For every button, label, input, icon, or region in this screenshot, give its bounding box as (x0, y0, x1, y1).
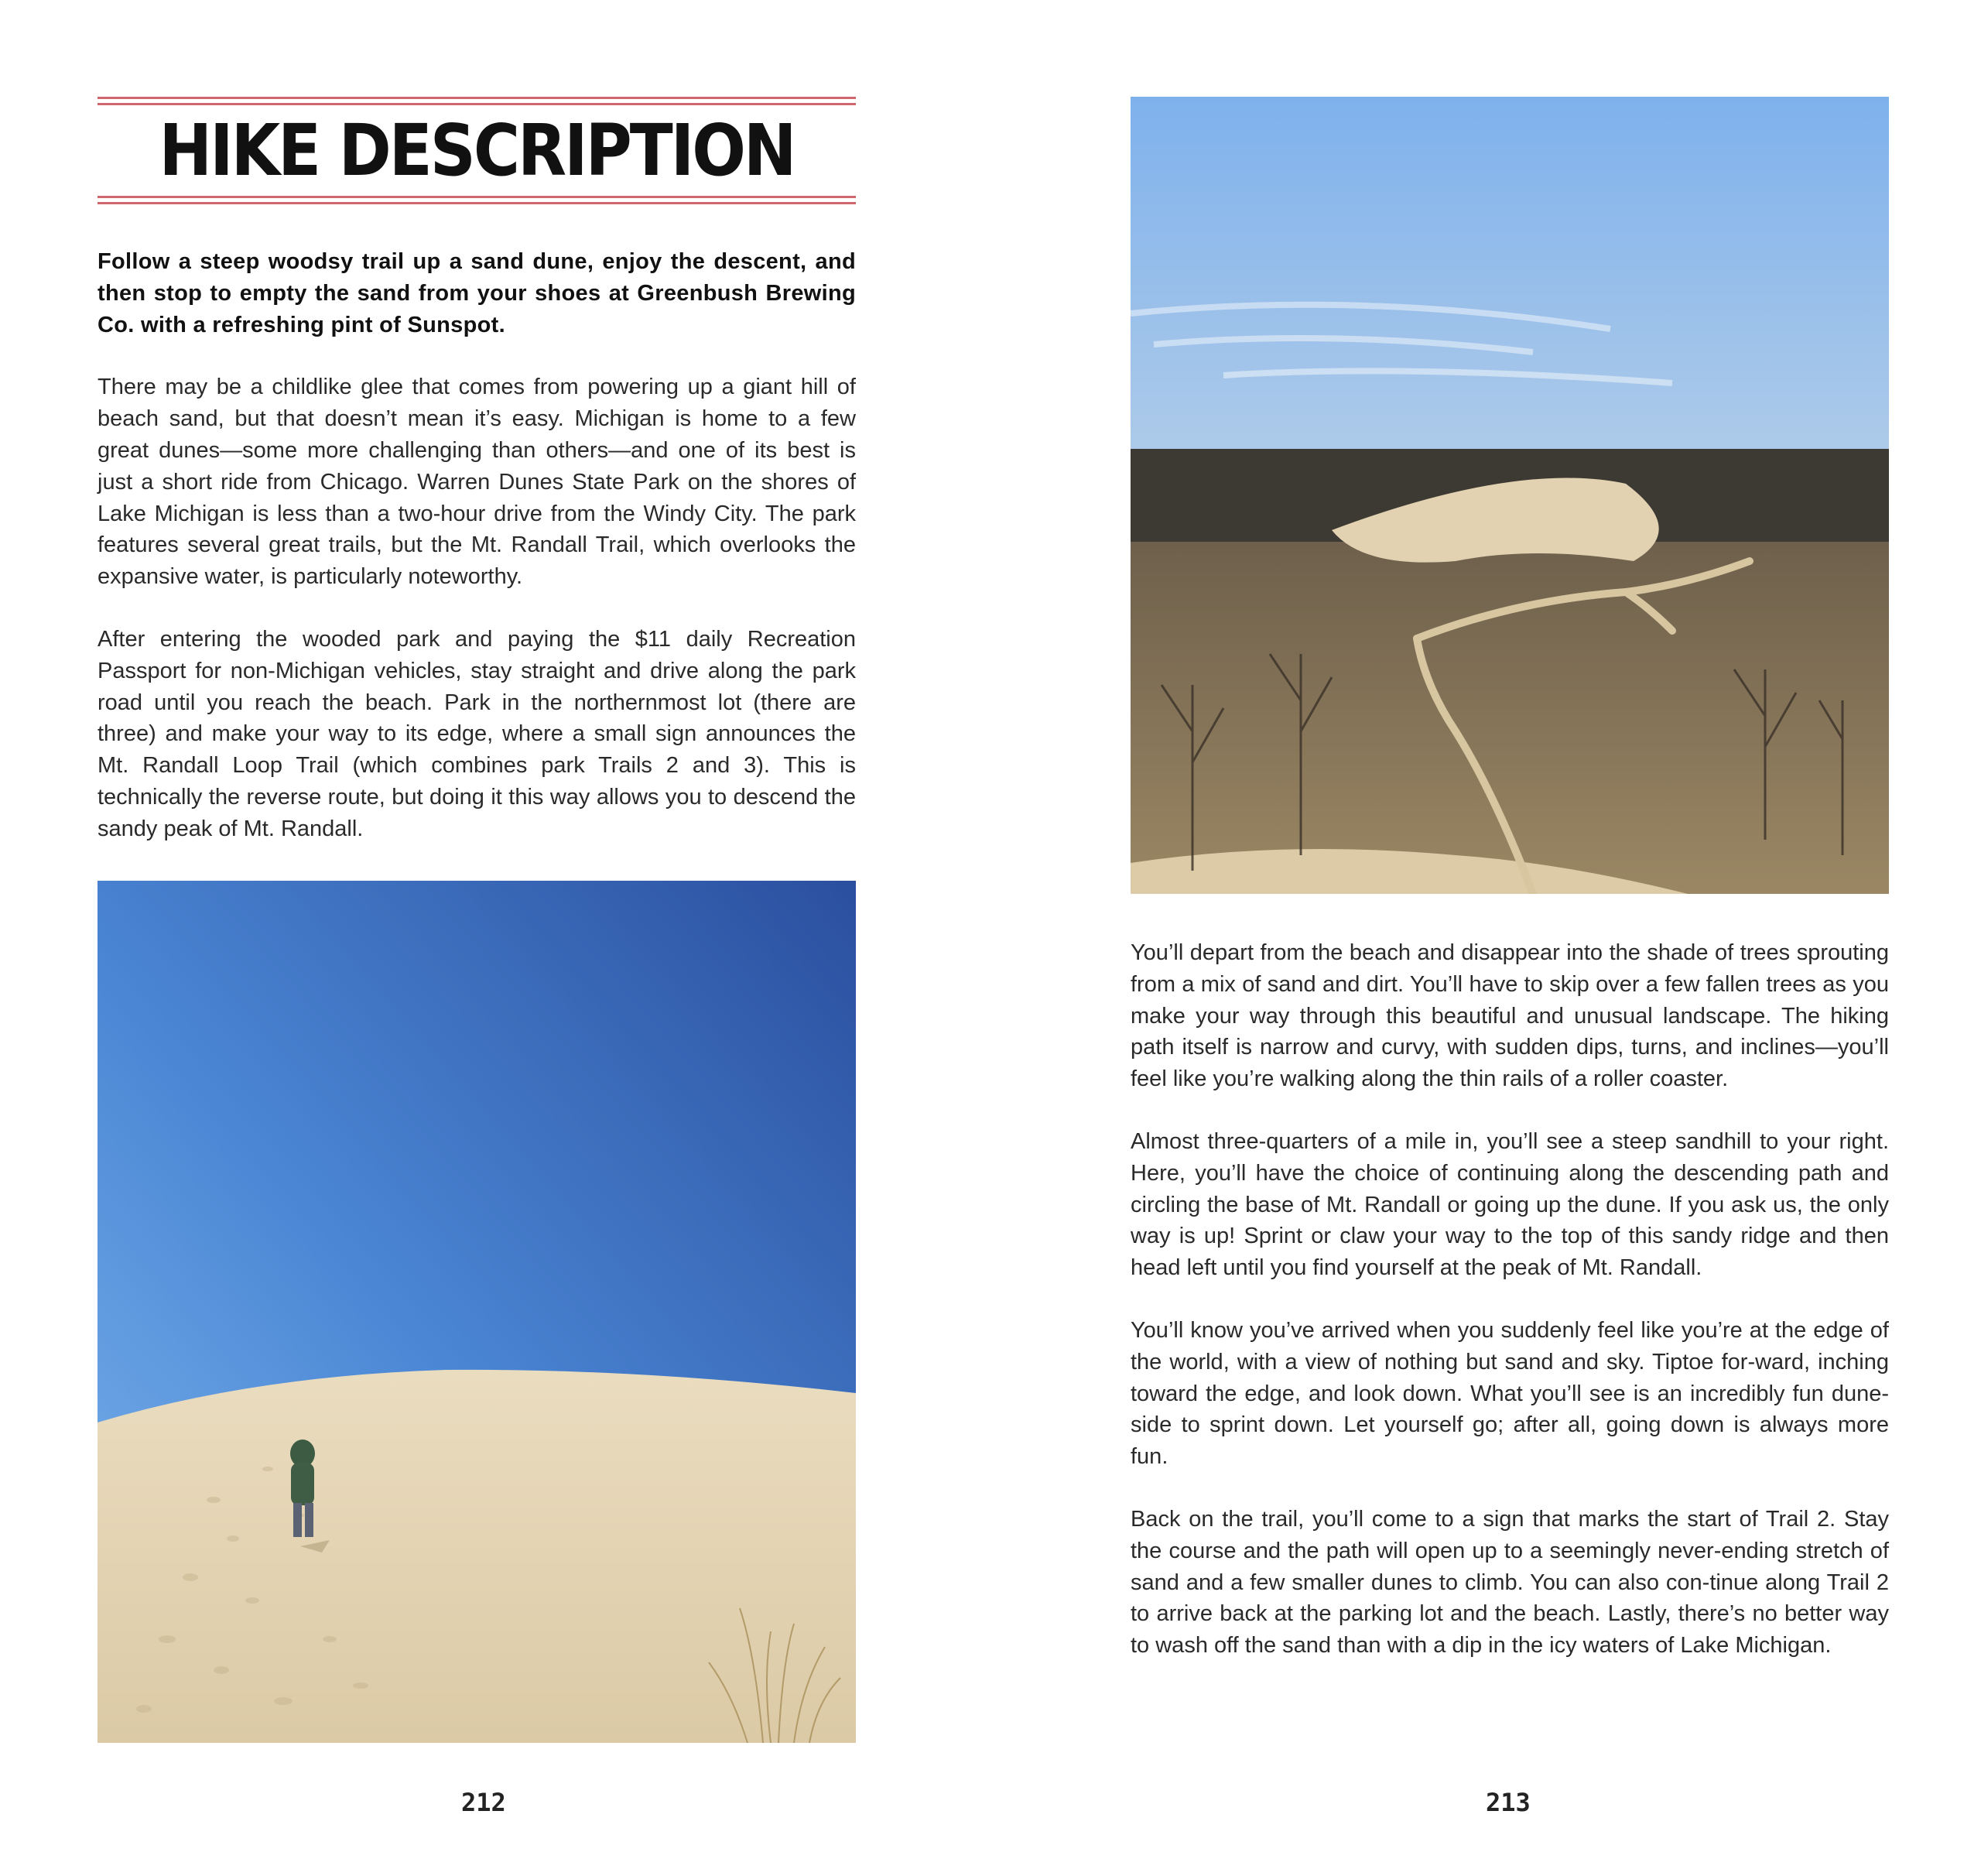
body-paragraph: You’ll know you’ve arrived when you suddenly feel like you’re at the edge of the world, with a view of nothing but sand and sky. Tiptoe for-ward, inching toward the edge, and look down. What you’ll see is an incredibly fun dune-side to sprint down. Let yourself go; after all, going down is always more fun. (1131, 1317, 1889, 1470)
dune-valley-illustration (1131, 97, 1889, 894)
body-paragraph: You’ll depart from the beach and disappear into the shade of trees sprouting from a mix of sand and dirt. You’ll have to skip over a few fallen trees as you make your way through this beautiful and unusual landscape. The hiking path itself is narrow and curvy, with sudden dips, turns, and inclines—you’ll feel like you’re walking along the thin rails of a roller coaster. (1131, 940, 1889, 1092)
page-title: HIKE DESCRIPTION (159, 110, 795, 193)
left-page (0, 0, 990, 1876)
photo-dune-climb (98, 881, 856, 1743)
right-body-text (1131, 937, 1889, 1693)
photo-dune-valley (1131, 97, 1889, 894)
heading-rule-bottom-second (98, 202, 856, 204)
heading-rule-bottom (98, 196, 856, 198)
body-paragraph: Almost three-quarters of a mile in, you’ll see a steep sandhill to your right. Here, you’ll have the choice of continuing along the descending path and circling the base of Mt. Randall or going up the dune. If you ask us, the only way is up! Sprint or claw your way to the top of this sandy ridge and then head left until you find yourself at the peak of Mt. Randall. (1131, 1128, 1889, 1281)
body-paragraph: Back on the trail, you’ll come to a sign that marks the start of Trail 2. Stay the course and the path will open up to a seemingly never-ending stretch of sand and a few smaller dunes to climb. You can also con-tinue along Trail 2 to arrive back at the parking lot and the beach. Lastly, there’s no better way to wash off the sand than with a dip in the icy waters of Lake Michigan. (1131, 1506, 1889, 1659)
dune-climb-illustration (98, 881, 856, 1743)
heading-rule-top-second (98, 103, 856, 105)
left-body-text (98, 246, 856, 876)
body-paragraph: After entering the wooded park and paying the $11 daily Recreation Passport for non-Michigan vehicles, stay straight and drive along the park road until you reach the beach. Park in the northernmost lot (there are three) and make your way to its edge, where a small sign announces the Mt. Randall Loop Trail (which combines park Trails 2 and 3). This is technically the reverse route, but doing it this way allows you to descend the sandy peak of Mt. Randall. (98, 626, 856, 841)
body-paragraph: There may be a childlike glee that comes from powering up a giant hill of beach sand, but that doesn’t mean it’s easy. Michigan is home to a few great dunes—some more challenging than others—and one of its best is just a short ride from Chicago. Warren Dunes State Park on the shores of Lake Michigan is less than a two-hour drive from the Windy City. The park features several great trails, but the Mt. Randall Trail, which overlooks the expansive water, is particularly noteworthy. (98, 375, 856, 590)
right-page (990, 0, 1981, 1876)
page-number-left: 212 (461, 1788, 506, 1817)
heading-rule-top (98, 97, 856, 99)
intro-paragraph: Follow a steep woodsy trail up a sand dune, enjoy the descent, and then stop to empty the sand from your shoes at Greenbush Brewing Co. with a refreshing pint of Sunspot. (98, 249, 856, 337)
page-number-right: 213 (1486, 1788, 1531, 1817)
